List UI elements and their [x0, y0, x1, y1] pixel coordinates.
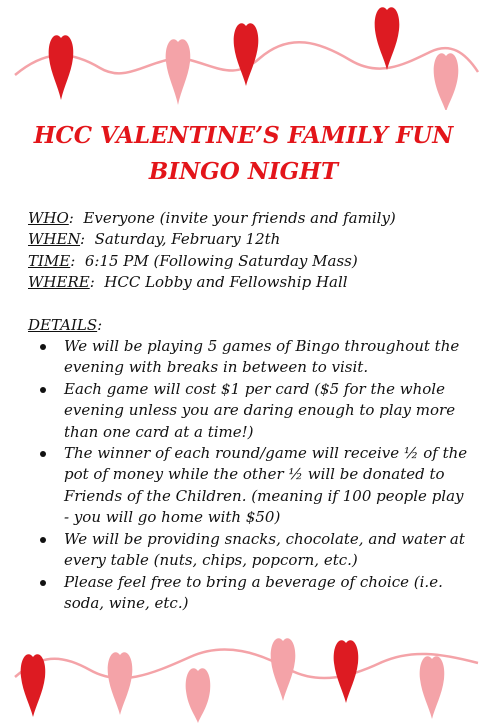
where-value: HCC Lobby and Fellowship Hall: [104, 273, 348, 292]
heart-red-icon: [49, 35, 74, 100]
wave-string: [15, 649, 478, 678]
title-line-1: HCC VALENTINE’S FAMILY FUN: [33, 122, 454, 149]
heart-pink-icon: [108, 652, 133, 715]
page-title: [0, 118, 487, 190]
heart-pink-icon: [420, 656, 445, 719]
where-label: WHERE: [28, 273, 90, 292]
list-item: We will be providing snacks, chocolate, and water at every table (nuts, chips, popcorn, etc.): [28, 529, 468, 572]
heart-red-icon: [21, 654, 46, 717]
where-row: WHERE: HCC Lobby and Fellowship Hall: [28, 273, 348, 292]
heart-red-icon: [334, 640, 359, 703]
heart-red-icon: [234, 23, 259, 86]
heart-pink-icon: [434, 53, 459, 110]
event-info: [28, 208, 468, 614]
who-row: WHO: Everyone (invite your friends and family): [28, 209, 396, 227]
when-value: Saturday, February 12th: [94, 230, 281, 249]
time-value: 6:15 PM (Following Saturday Mass): [84, 251, 358, 270]
title-line-2: BINGO NIGHT: [148, 158, 339, 185]
who-value: Everyone (invite your friends and family): [83, 209, 396, 227]
list-item: We will be playing 5 games of Bingo throughout the evening with breaks in between to visit.: [28, 336, 468, 379]
heart-pink-icon: [166, 39, 191, 105]
list-item: The winner of each round/game will receive ½ of the pot of money while the other ½ will be donated to Friends of the Children. (meaning if 100 people play - you will go home with $50): [28, 443, 468, 529]
heart-pink-icon: [271, 638, 296, 701]
details-list: [28, 336, 468, 614]
heart-pink-icon: [186, 668, 211, 723]
list-item: Each game will cost $1 per card ($5 for the whole evening unless you are daring enough to play more than one card at a time!): [28, 379, 468, 443]
details-label: DETAILS: [28, 315, 98, 334]
heart-red-icon: [375, 7, 400, 70]
time-label: TIME: [28, 251, 71, 270]
bottom-heart-banner: [0, 615, 487, 725]
when-row: WHEN: Saturday, February 12th: [28, 230, 281, 249]
who-label: WHO: [28, 209, 69, 227]
top-heart-banner: [0, 0, 487, 110]
details-heading: DETAILS:: [28, 315, 103, 334]
when-label: WHEN: [28, 230, 81, 249]
list-item: Please feel free to bring a beverage of choice (i.e. soda, wine, etc.): [28, 572, 468, 615]
time-row: TIME: 6:15 PM (Following Saturday Mass): [28, 251, 358, 270]
